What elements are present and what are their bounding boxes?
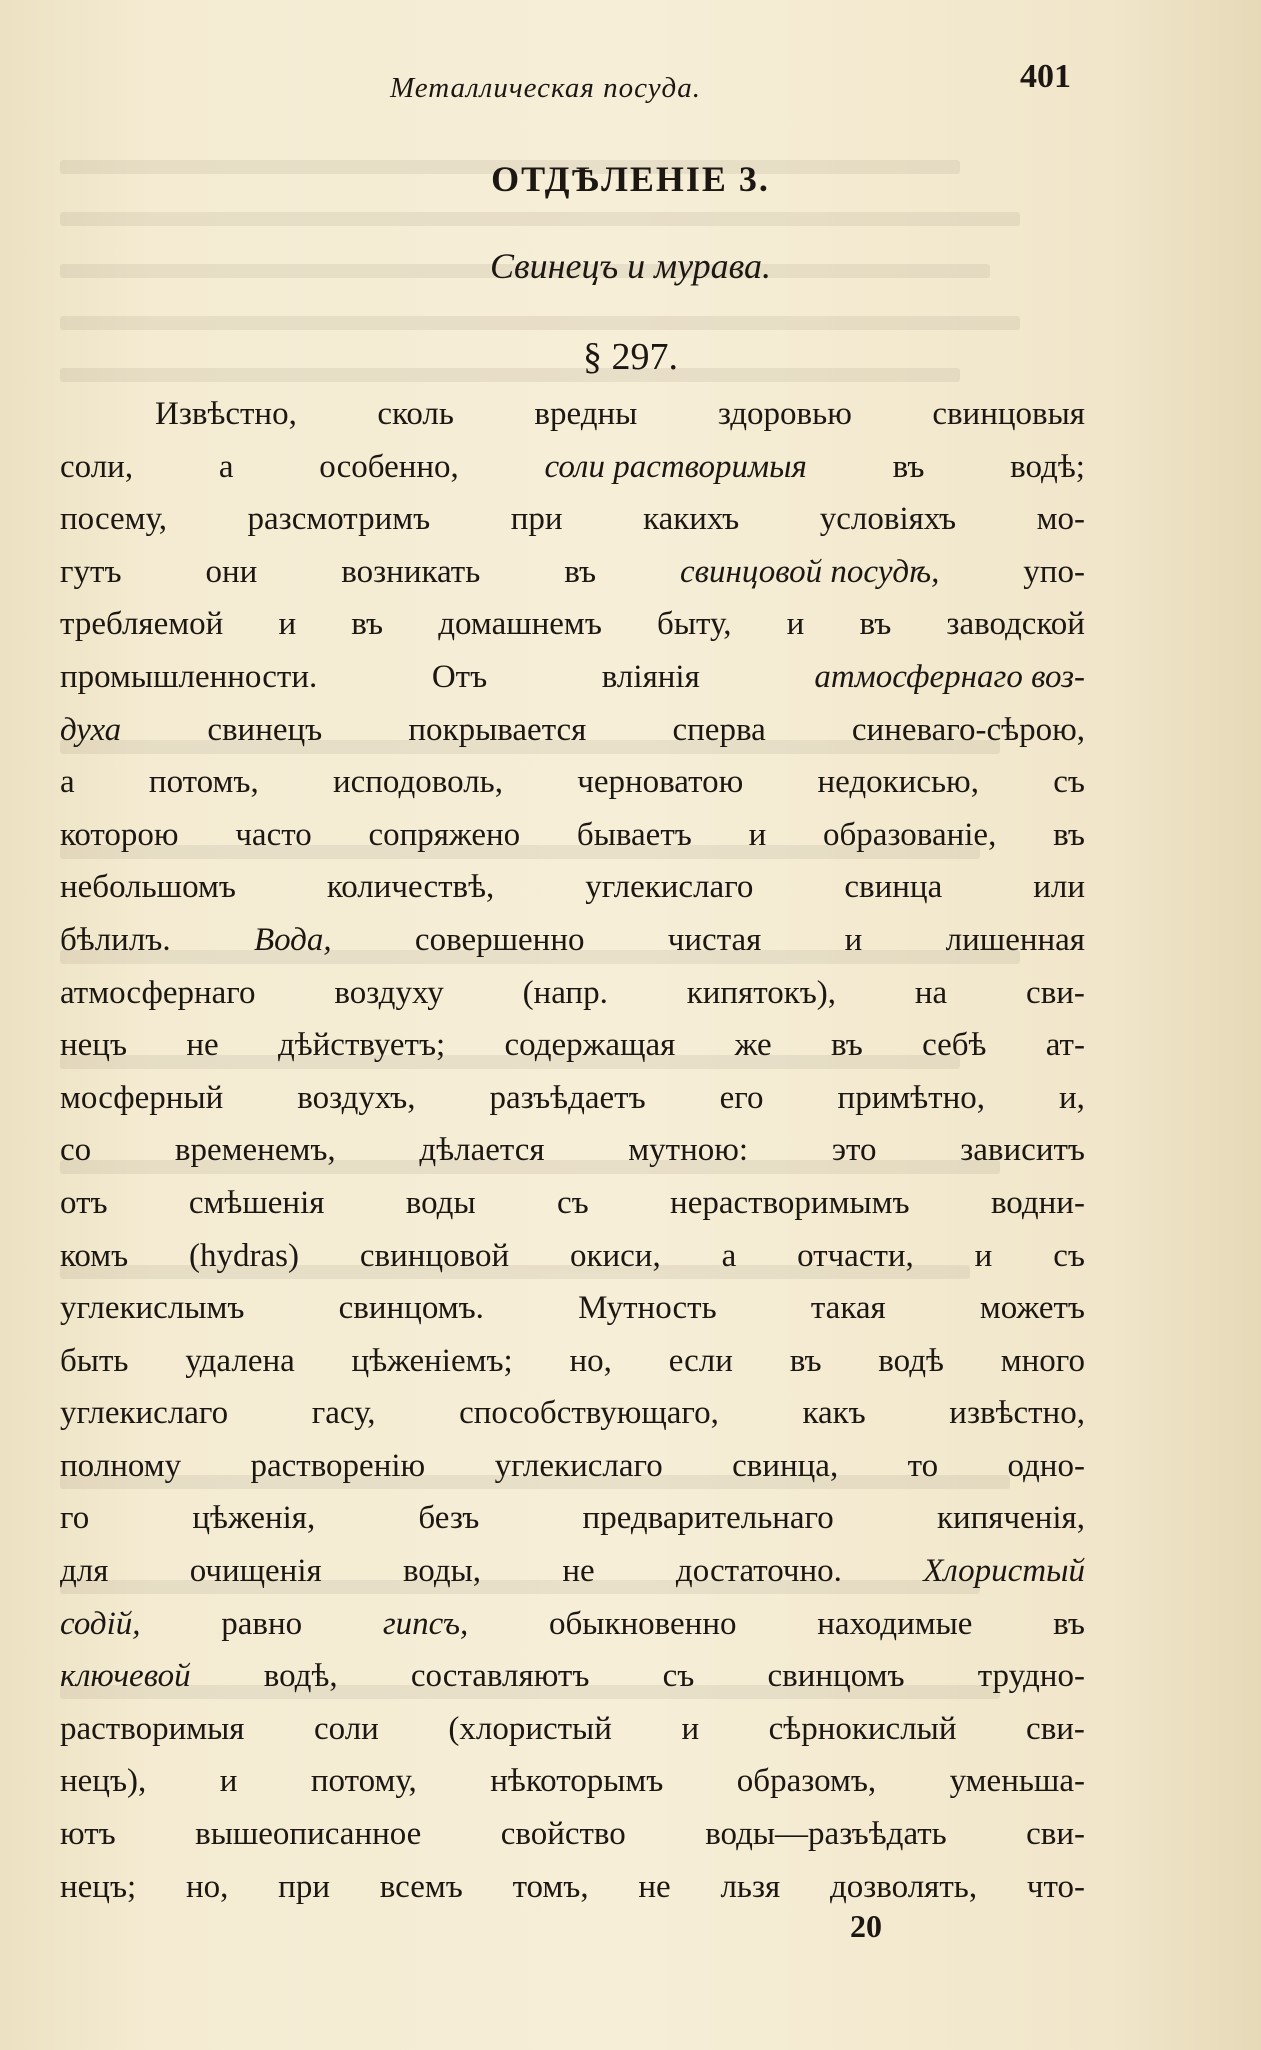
word: временемъ, xyxy=(174,1132,336,1169)
word: то xyxy=(907,1447,939,1484)
word: быть xyxy=(60,1342,129,1379)
text-line xyxy=(60,914,1085,967)
word: если xyxy=(668,1342,733,1379)
emphasized-word: соли растворимыя xyxy=(544,448,807,485)
word: не xyxy=(186,1027,219,1064)
word: углекислаго xyxy=(60,1395,229,1432)
word: углекислаго xyxy=(585,869,754,906)
word: а xyxy=(218,448,234,485)
word: его xyxy=(719,1079,764,1116)
emphasized-word: Вода, xyxy=(253,921,332,958)
word: потомъ, xyxy=(148,764,259,801)
text-line xyxy=(60,1861,1085,1914)
word: одно- xyxy=(1007,1447,1085,1484)
word: и xyxy=(974,1237,993,1274)
emphasized-word: гипсъ, xyxy=(382,1605,469,1642)
word: и xyxy=(278,606,297,643)
word: безъ xyxy=(418,1500,480,1537)
word: посему, xyxy=(60,501,168,538)
word: нецъ xyxy=(60,1027,128,1064)
word: полному xyxy=(60,1447,182,1484)
text-line xyxy=(60,1230,1085,1283)
word: дѣлается xyxy=(419,1132,545,1169)
word: какъ xyxy=(802,1395,866,1432)
word: которою xyxy=(60,816,179,853)
word: сви- xyxy=(1026,1816,1085,1853)
word: составляютъ xyxy=(410,1658,590,1695)
word: свинца xyxy=(844,869,943,906)
word: сопряжено xyxy=(368,816,521,853)
word: въ xyxy=(1053,816,1085,853)
text-line xyxy=(60,493,1085,546)
word: не xyxy=(638,1868,671,1905)
word: воздухъ, xyxy=(297,1079,416,1116)
text-line xyxy=(60,1650,1085,1703)
word: а xyxy=(721,1237,737,1274)
word: домашнемъ xyxy=(438,606,602,643)
word: свинцовыя xyxy=(932,396,1085,432)
word: предварительнаго xyxy=(582,1500,834,1537)
word: Извѣстно, xyxy=(155,396,297,432)
word: обыкновенно xyxy=(548,1605,737,1642)
word: водѣ xyxy=(878,1342,944,1379)
word: водѣ, xyxy=(263,1658,338,1695)
word: удалена xyxy=(185,1342,295,1379)
word: разсмотримъ xyxy=(247,501,431,538)
word: дѣйствуетъ; xyxy=(277,1027,446,1064)
text-line xyxy=(60,388,1085,441)
emphasized-word: духа xyxy=(60,711,122,748)
word: воды xyxy=(405,1184,476,1221)
word: углекислаго xyxy=(494,1447,663,1484)
text-line xyxy=(60,651,1085,704)
word: водни- xyxy=(990,1184,1085,1221)
word: бываетъ xyxy=(576,816,692,853)
word: воды—разъѣдать xyxy=(705,1816,947,1853)
word: для xyxy=(60,1553,109,1590)
word: въ xyxy=(564,553,597,590)
word: они xyxy=(205,553,258,590)
word: черноватою xyxy=(577,764,744,801)
word: свинца, xyxy=(732,1447,839,1484)
word: содержащая xyxy=(504,1027,676,1064)
word: дозволять, xyxy=(829,1868,978,1905)
word: томъ, xyxy=(512,1868,589,1905)
word: сперва xyxy=(672,711,766,748)
text-line xyxy=(60,861,1085,914)
emphasized-word: свинцовой посудѣ, xyxy=(680,553,940,590)
word: часто xyxy=(235,816,312,853)
word: уменьша- xyxy=(949,1763,1085,1800)
word: здоровью xyxy=(717,396,852,432)
word: сви- xyxy=(1026,974,1085,1011)
word: цѣженія, xyxy=(192,1500,316,1537)
word: раствоpенію xyxy=(250,1447,426,1484)
word: въ xyxy=(859,606,892,643)
text-line xyxy=(60,967,1085,1020)
word: особенно, xyxy=(319,448,459,485)
word: а xyxy=(60,764,75,801)
word: же xyxy=(734,1027,772,1064)
word: въ xyxy=(892,448,925,485)
word: не xyxy=(562,1553,595,1590)
word: свинцомъ. xyxy=(338,1290,484,1327)
word: ат- xyxy=(1045,1027,1085,1064)
word: воды, xyxy=(402,1553,482,1590)
text-line xyxy=(60,1177,1085,1230)
word: со xyxy=(60,1132,92,1169)
word: свойство xyxy=(500,1816,626,1853)
word: быту, xyxy=(657,606,732,643)
word: нѣкоторымъ xyxy=(490,1763,664,1800)
emphasized-word: содій, xyxy=(60,1605,141,1642)
word: мо- xyxy=(1036,501,1085,538)
word: образомъ, xyxy=(736,1763,877,1800)
word: но, xyxy=(569,1342,612,1379)
emphasized-word: Хлористый xyxy=(923,1553,1085,1590)
word: цѣженіемъ; xyxy=(351,1342,513,1379)
word: какихъ xyxy=(643,501,740,538)
word: при xyxy=(278,1868,330,1905)
text-line xyxy=(60,1808,1085,1861)
word: количествѣ, xyxy=(326,869,495,906)
emphasized-word: ключевой xyxy=(60,1658,191,1695)
text-line xyxy=(60,1335,1085,1388)
word: всемъ xyxy=(379,1868,463,1905)
word: (hydras) xyxy=(189,1237,300,1274)
word: покрывается xyxy=(408,711,587,748)
word: сѣрнокислый xyxy=(768,1710,957,1747)
word: въ xyxy=(830,1027,863,1064)
running-head: Металлическая посуда. xyxy=(390,72,701,104)
word: водѣ; xyxy=(1010,448,1085,485)
word: съ xyxy=(556,1184,589,1221)
word: требляемой xyxy=(60,606,224,643)
word: ютъ xyxy=(60,1816,116,1853)
word: го xyxy=(60,1500,90,1537)
word: нецъ; xyxy=(60,1868,137,1905)
word: недокисью, xyxy=(817,764,979,801)
word: заводской xyxy=(946,606,1085,643)
word: и xyxy=(219,1763,238,1800)
text-line xyxy=(60,809,1085,862)
word: при xyxy=(510,501,563,538)
word: себѣ xyxy=(922,1027,987,1064)
word: съ xyxy=(1053,1237,1085,1274)
word: соли xyxy=(314,1710,379,1747)
text-line xyxy=(60,546,1085,599)
word: вышеописанное xyxy=(195,1816,422,1853)
word: отъ xyxy=(60,1184,108,1221)
word: нецъ), xyxy=(60,1763,147,1800)
word: примѣтно, xyxy=(837,1079,985,1116)
page-number: 401 xyxy=(1020,58,1071,95)
word: въ xyxy=(1053,1605,1085,1642)
word: это xyxy=(831,1132,877,1169)
text-line xyxy=(60,756,1085,809)
word: растворимыя xyxy=(60,1710,245,1747)
text-line xyxy=(60,1387,1085,1440)
word: съ xyxy=(1053,764,1085,801)
word: достаточно. xyxy=(675,1553,842,1590)
word: потому, xyxy=(310,1763,417,1800)
word: вредны xyxy=(534,396,638,432)
word: атмосфернаго xyxy=(60,974,256,1011)
emphasized-word: атмосфернаго воз- xyxy=(814,658,1085,695)
word: (напр. xyxy=(522,974,608,1011)
word: свинецъ xyxy=(207,711,323,748)
word: кипятокъ), xyxy=(686,974,837,1011)
word: вліянія xyxy=(601,658,700,695)
text-line xyxy=(60,1703,1085,1756)
text-line xyxy=(60,441,1085,494)
signature-mark: 20 xyxy=(850,1908,882,1944)
word: разъѣдаетъ xyxy=(489,1079,646,1116)
word: извѣстно, xyxy=(949,1395,1085,1432)
word: (хлористый xyxy=(448,1710,612,1747)
word: кипяченія, xyxy=(936,1500,1085,1537)
word: свинцовой xyxy=(359,1237,510,1274)
word: нерастворимымъ xyxy=(670,1184,910,1221)
section-subtitle: Свинецъ и мурава. xyxy=(489,246,772,286)
word: такая xyxy=(810,1290,886,1327)
word: окиси, xyxy=(569,1237,661,1274)
word: съ xyxy=(662,1658,695,1695)
word: и xyxy=(786,606,805,643)
paragraph-number: § 297. xyxy=(583,336,678,378)
word: синеваго-сѣрою, xyxy=(851,711,1085,748)
word: гутъ xyxy=(60,553,122,590)
word: отчасти, xyxy=(797,1237,914,1274)
word: совершенно xyxy=(414,921,585,958)
word: въ xyxy=(351,606,384,643)
word: бѣлилъ. xyxy=(60,921,171,958)
word: зависитъ xyxy=(960,1132,1085,1169)
text-line xyxy=(60,1019,1085,1072)
word: Отъ xyxy=(431,658,488,695)
word: или xyxy=(1033,869,1085,906)
text-line xyxy=(60,1492,1085,1545)
section-heading: ОТДѢЛЕНІЕ 3. xyxy=(491,159,770,199)
word: упо- xyxy=(1023,553,1085,590)
word: лишенная xyxy=(945,921,1085,958)
word: что- xyxy=(1026,1868,1085,1905)
word: и, xyxy=(1059,1079,1085,1116)
word: сколь xyxy=(377,396,454,432)
text-line xyxy=(60,1755,1085,1808)
text-line xyxy=(60,1440,1085,1493)
word: образованіе, xyxy=(823,816,997,853)
word: возникать xyxy=(341,553,481,590)
text-line xyxy=(60,1124,1085,1177)
word: и xyxy=(844,921,863,958)
word: чистая xyxy=(667,921,762,958)
text-line xyxy=(60,1598,1085,1651)
word: и xyxy=(748,816,767,853)
text-line xyxy=(60,598,1085,651)
word: много xyxy=(1000,1342,1085,1379)
word: можетъ xyxy=(979,1290,1085,1327)
word: трудно- xyxy=(977,1658,1085,1695)
word: небольшомъ xyxy=(60,869,236,906)
word: въ xyxy=(789,1342,822,1379)
word: смѣшенія xyxy=(188,1184,325,1221)
word: льзя xyxy=(720,1868,781,1905)
word: и xyxy=(681,1710,700,1747)
text-line xyxy=(60,1282,1085,1335)
word: мутною: xyxy=(628,1132,749,1169)
word: сви- xyxy=(1026,1710,1085,1747)
text-line xyxy=(60,1072,1085,1125)
text-line xyxy=(60,704,1085,757)
word: углекислымъ xyxy=(60,1290,245,1327)
word: на xyxy=(914,974,948,1011)
word: мосферный xyxy=(60,1079,224,1116)
word: исподоволь, xyxy=(332,764,503,801)
word: очищенія xyxy=(189,1553,322,1590)
word: но, xyxy=(185,1868,229,1905)
word: гасу, xyxy=(311,1395,376,1432)
word: условіяхъ xyxy=(819,501,957,538)
word: равно xyxy=(221,1605,303,1642)
text-line xyxy=(60,1545,1085,1598)
body-text xyxy=(60,388,1085,1913)
word: Мутность xyxy=(578,1290,717,1327)
word: способствующаго, xyxy=(459,1395,719,1432)
word: промышленности. xyxy=(60,658,318,695)
word: свинцомъ xyxy=(767,1658,905,1695)
word: находимые xyxy=(817,1605,973,1642)
word: соли, xyxy=(60,448,134,485)
word: комъ xyxy=(60,1237,129,1274)
word: воздуху xyxy=(334,974,444,1011)
